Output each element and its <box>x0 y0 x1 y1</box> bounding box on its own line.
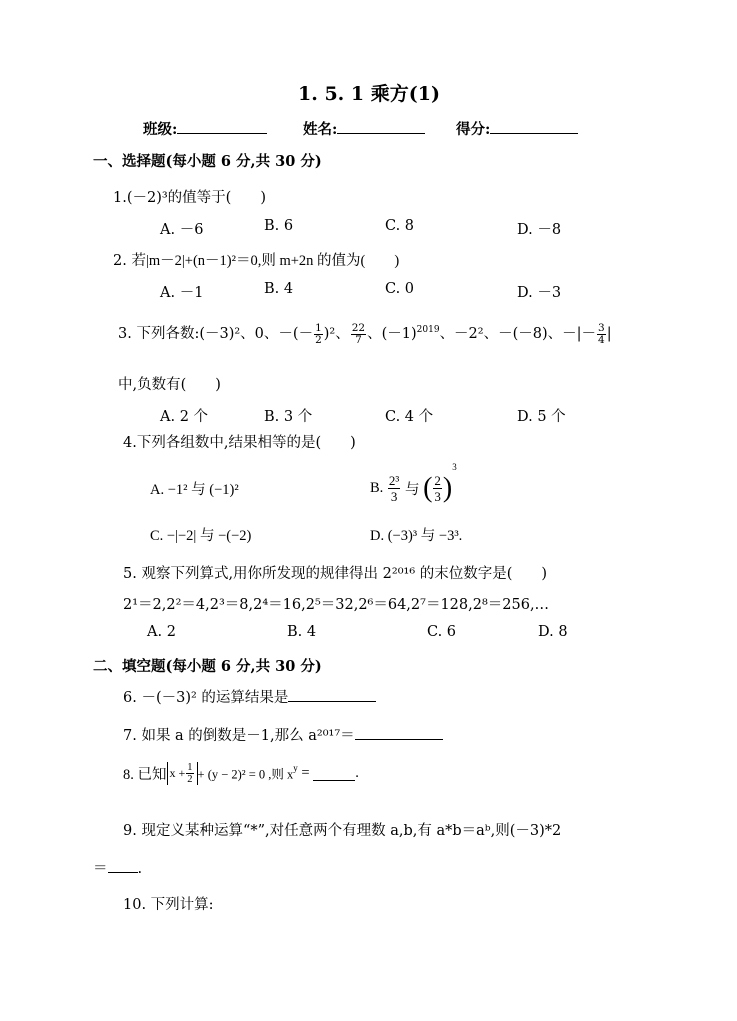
q2-stem <box>113 249 399 270</box>
q2-option-c[interactable]: C. 0 <box>385 281 415 297</box>
q8-body: + (y − 2)² = 0 ,则 x <box>197 767 294 782</box>
q5-option-b[interactable]: B. 4 <box>287 624 317 640</box>
section-2-heading: 二、填空题(每小题 6 分,共 30 分) <box>93 658 322 675</box>
q3-part-f: | <box>606 326 612 342</box>
q8-abs-expr: x + <box>169 766 186 780</box>
name-blank[interactable] <box>337 119 425 134</box>
q4-option-b-fraction-1: $\frac{\text{2³}}{3}$ <box>388 473 400 505</box>
q3-option-b[interactable]: B. 3 个 <box>264 409 313 425</box>
q5-sequence: 2¹＝2,2²＝4,2³＝8,2⁴＝16,2⁵＝32,2⁶＝64,2⁷＝128,2⁸＝256,… <box>123 597 550 613</box>
q5-stem: 5. 观察下列算式,用你所发现的规律得出 2²⁰¹⁶ 的末位数字是( ) <box>123 566 548 582</box>
q9-equals: ＝ <box>93 861 108 877</box>
q3-fraction-half: $\frac{1}{2}$ <box>315 321 322 346</box>
q3-part-a: 3. 下列各数:(－3)²、0、－(－ <box>118 326 314 342</box>
left-paren-icon: ( <box>423 472 433 504</box>
q4-option-c[interactable]: C. −|−2| 与 −(−2) <box>150 528 252 544</box>
q5-option-a[interactable]: A. 2 <box>147 624 176 640</box>
section-1-heading: 一、选择题(每小题 6 分,共 30 分) <box>93 153 322 170</box>
q1-option-c[interactable]: C. 8 <box>385 218 415 234</box>
q4-option-b-with: 与 <box>404 482 420 499</box>
q1-stem: 1.(－2)³的值等于( ) <box>113 190 266 206</box>
q3-part-e: 、－2²、－(－8)、－|－ <box>439 326 597 342</box>
q8-line <box>123 762 359 785</box>
q4-option-b-label: B. <box>370 480 384 497</box>
q6-stem: 6. －(－3)² 的运算结果是 <box>123 690 289 706</box>
q3-line-2: 中,负数有( ) <box>118 377 221 393</box>
q8-equals: = <box>297 765 314 781</box>
q8-absolute-value <box>167 762 198 785</box>
q1-option-a[interactable]: A. －6 <box>160 222 204 238</box>
score-blank[interactable] <box>490 119 578 134</box>
name-label: 姓名: <box>303 121 338 138</box>
q5-option-d[interactable]: D. 8 <box>538 624 568 640</box>
q3-option-a[interactable]: A. 2 个 <box>160 409 209 425</box>
q4-option-a[interactable]: A. −1² 与 (−1)² <box>150 482 239 498</box>
q2-stem-prefix: 2. 若 <box>113 253 146 269</box>
q9-answer-blank[interactable] <box>108 858 138 873</box>
q9-line-2 <box>93 857 142 878</box>
q4-option-b-exponent: 3 <box>452 462 457 472</box>
q8-fraction-half: $\frac{1}{2}$ <box>187 762 193 785</box>
score-label: 得分: <box>456 121 491 138</box>
q8-exponent-y: y <box>293 763 298 773</box>
score-field <box>456 118 578 139</box>
q10-stem: 10. 下列计算: <box>123 897 214 913</box>
class-label: 班级: <box>143 121 178 138</box>
q4-option-d[interactable]: D. (−3)³ 与 −3³. <box>370 528 463 544</box>
q3-part-c: 、(－1) <box>367 326 417 342</box>
page-title: 1. 5. 1 乘方(1) <box>298 83 440 105</box>
q7-line <box>123 724 443 745</box>
q2-option-a[interactable]: A. －1 <box>160 285 204 301</box>
q3-option-c[interactable]: C. 4 个 <box>385 409 434 425</box>
q9-period: . <box>137 861 143 877</box>
q2-stem-body: |m－2|+(n－1)²＝0,则 m+2n 的值为( ) <box>145 253 400 269</box>
q8-answer-blank[interactable] <box>313 766 355 781</box>
q4-option-b-fraction-2: $\frac{2}{3}$ <box>434 473 441 505</box>
class-field <box>143 118 267 139</box>
q4-option-b[interactable] <box>370 462 457 504</box>
q2-option-d[interactable]: D. －3 <box>517 285 562 301</box>
q2-option-b[interactable]: B. 4 <box>264 281 294 297</box>
name-field <box>303 118 425 139</box>
q1-option-d[interactable]: D. －8 <box>517 222 562 238</box>
q1-option-b[interactable]: B. 6 <box>264 218 294 234</box>
q9-line-1: 9. 现定义某种运算“*”,对任意两个有理数 a,b,有 a*b＝aᵇ,则(－3)*2 <box>123 823 562 839</box>
right-paren-icon: ) <box>442 472 453 504</box>
q8-period: . <box>355 765 359 781</box>
q3-stem <box>118 322 612 346</box>
class-blank[interactable] <box>177 119 267 134</box>
q3-fraction-22-7: $\frac{22}{7}$ <box>351 321 366 346</box>
q3-exponent-2019: 2019 <box>416 325 440 336</box>
q7-stem: 7. 如果 a 的倒数是－1,那么 a²⁰¹⁷＝ <box>123 728 355 744</box>
q6-answer-blank[interactable] <box>288 687 376 702</box>
q3-part-b: )²、 <box>323 326 350 342</box>
q5-option-c[interactable]: C. 6 <box>427 624 457 640</box>
q3-option-d[interactable]: D. 5 个 <box>517 409 566 425</box>
q8-prefix: 8. 已知 <box>123 767 167 783</box>
q6-line <box>123 686 376 707</box>
q3-fraction-three-quarters: $\frac{3}{4}$ <box>598 321 605 346</box>
q4-stem: 4.下列各组数中,结果相等的是( ) <box>123 435 356 451</box>
q7-answer-blank[interactable] <box>355 725 443 740</box>
